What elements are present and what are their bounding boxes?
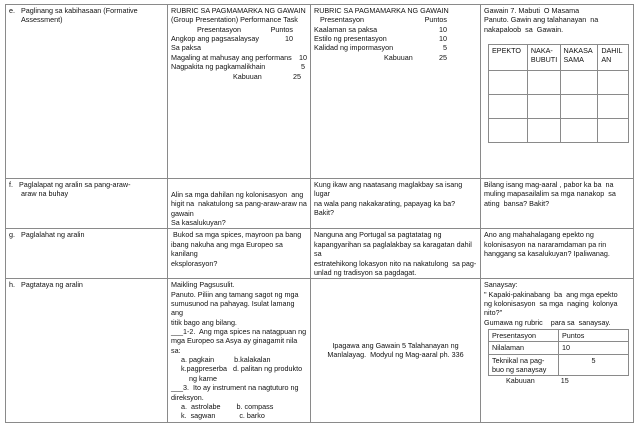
quiz-question: ___3. Ito ay instrument na nagtuturo ng direksyon. <box>171 383 299 402</box>
row-label: f. Paglalapat ng aralin sa pang-araw- araw na buhay <box>6 179 168 229</box>
rubric-item: Kalidad ng impormasyon 5 <box>314 43 447 53</box>
effects-header: DAHIL AN <box>598 45 629 71</box>
essay-cell <box>481 279 634 422</box>
rubric-title: RUBRIC SA PAGMAMARKA NG GAWAIN <box>314 6 449 15</box>
essay-rubric-row: Nilalaman 10 <box>489 342 629 354</box>
quiz-option: k. sagwan c. barko <box>181 411 265 421</box>
row-evaluation <box>6 279 634 422</box>
rubric-cell <box>311 5 481 179</box>
quiz-cell <box>168 279 311 422</box>
essay-rubric-header: Presentasyon Puntos <box>489 330 629 342</box>
rubric-item: Sa paksa <box>171 43 201 53</box>
rubric-title: RUBRIC SA PAGMAMARKA NG GAWAIN <box>171 6 306 15</box>
content-cell: Bukod sa mga spices, mayroon pa bang ibang nakuha ang mga Europeo sa kanilang eksplorasyon? <box>168 229 311 279</box>
content-cell: Kung ikaw ang naatasang maglakbay sa isang lugar na wala pang nakakarating, papayag ka ba? Bakit? <box>311 179 481 229</box>
activity-instructions: Gawain 7. Mabuti O Masama Panuto. Gawin ang talahanayan na nakapaloob sa Gawain. <box>484 6 599 34</box>
effects-header-row <box>489 45 629 71</box>
activity-cell <box>481 5 634 179</box>
effects-row <box>489 95 629 119</box>
content-cell: Nanguna ang Portugal sa pagtatatag ng kapangyarihan sa paglalakbay sa karagatan dahil sa estratehikong lokasyon nito na nakatulong sa pag- unlad ng tradisyon sa pagdagat. <box>311 229 481 279</box>
quiz-option: k.pagpreserba d. palitan ng produkto <box>181 364 303 374</box>
quiz-option: a. pagkain b.kalakalan <box>181 355 271 365</box>
content-cell: Alin sa mga dahilan ng kolonisasyon ang higit na nakatulong sa pang-araw-araw na gawain Sa kasalukuyan? <box>168 179 311 229</box>
group-rubric-cell <box>168 5 311 179</box>
row-application <box>6 179 634 229</box>
rubric-item: Estilo ng presentasyon 10 <box>314 34 447 44</box>
content-cell: Ano ang mahahalagang epekto ng kolonisasyon na nararamdaman pa rin hanggang sa kasalukuyan? Ipaliwanag. <box>481 229 634 279</box>
row-label: g. Paglalahat ng aralin <box>6 229 168 279</box>
rubric-item: Angkop ang pagsasalaysay 10 <box>171 34 293 44</box>
essay-rubric-table <box>488 329 629 376</box>
row-formative-assessment <box>6 5 634 179</box>
rubric-header: Presentasyon Puntos <box>320 15 447 25</box>
rubric-subtitle: (Group Presentation) Performance Task <box>171 15 298 25</box>
effects-row <box>489 71 629 95</box>
essay-rubric-row: Teknikal na pag- buo ng sanaysay 5 <box>489 354 629 376</box>
row-label: h. Pagtataya ng aralin <box>6 279 168 422</box>
rubric-total: Kabuuan 25 <box>233 71 301 81</box>
lesson-plan-table <box>5 4 634 423</box>
quiz-question: ___1-2. Ang mga spices na natagpuan ng mga Europeo sa Asya ay ginagamit nila sa: <box>171 327 307 355</box>
rubric-item: Kaalaman sa paksa 10 <box>314 24 447 34</box>
assignment-text: Ipagawa ang Gawain 5 Talahanayan ng Manlalayag. Modyul ng Mag-aaral ph. 336 <box>327 341 464 360</box>
content-cell <box>311 279 481 422</box>
quiz-instructions: Maikling Pagsusulit. Panuto. Piliin ang tamang sagot ng mga sumusunod na pahayag. Isulat lamang ang titik bago ang bilang. <box>171 280 299 327</box>
essay-rubric-total: Kabuuan 15 <box>506 376 569 386</box>
rubric-total: Kabuuan 25 <box>384 52 447 62</box>
row-label: e. Paglinang sa kabihasaan (Formative Assessment) <box>6 5 168 179</box>
effects-header: NAKASA SAMA <box>560 45 598 71</box>
rubric-item: Nagpakita ng pagkamalikhain 5 <box>171 62 305 72</box>
rubric-item: Magaling at mahusay ang performans 10 <box>171 52 307 62</box>
rubric-header: Presentasyon Puntos <box>197 24 293 34</box>
essay-prompt: Sanaysay: " Kapaki-pakinabang ba ang mga epekto ng kolonisasyon sa mga naging kolonya nito?" Gumawa ng rubric para sa sanaysay. <box>484 280 618 327</box>
content-cell: Bilang isang mag-aaral , pabor ka ba na muling mapasailalim sa mga nanakop sa ating bansa? Bakit? <box>481 179 634 229</box>
quiz-option: ng karne <box>189 373 217 383</box>
quiz-option: a. astrolabe b. compass <box>181 401 274 411</box>
effects-header: EPEKTO <box>489 45 528 71</box>
row-generalization <box>6 229 634 279</box>
effects-header: NAKA- BUBUTI <box>527 45 560 71</box>
effects-row <box>489 119 629 143</box>
effects-table <box>488 44 629 143</box>
